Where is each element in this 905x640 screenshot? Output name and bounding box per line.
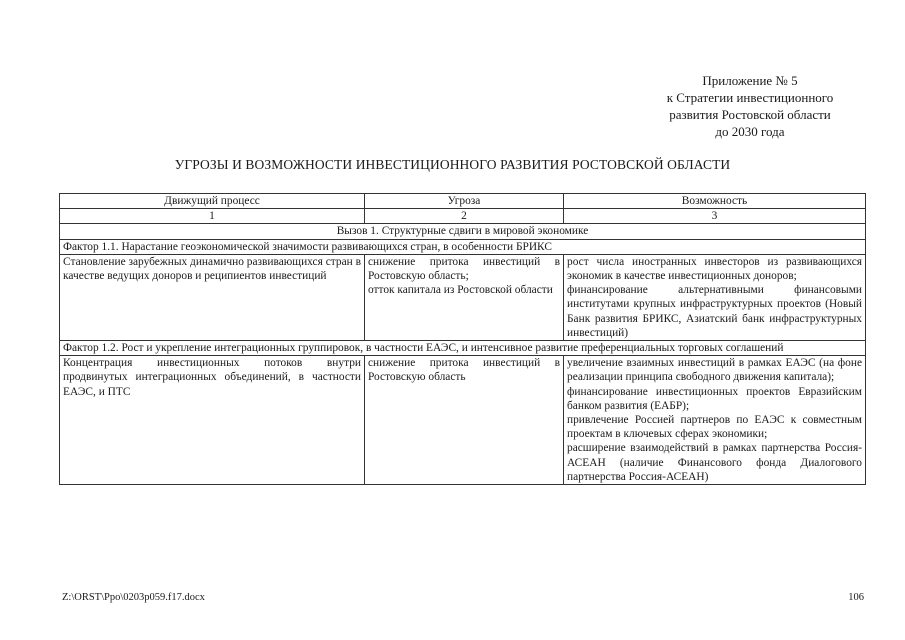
opportunity-item: увеличение взаимных инвестиций в рамках ЕАЭС (на фоне реализации принципа свободного движения капитала); — [567, 357, 862, 384]
table-row — [60, 254, 866, 340]
opportunity-item: привлечение Россией партнеров по ЕАЭС к совместным проектам в ключевых сферах экономики; — [567, 414, 862, 441]
threat-item: снижение притока инвестиций в Ростовскую область — [368, 357, 560, 384]
column-number-2: 2 — [365, 209, 564, 224]
header-threat: Угроза — [365, 194, 564, 209]
opportunity-item: рост числа иностранных инвесторов из развивающихся экономик в качестве инвестиционных доноров; — [567, 255, 862, 283]
threat-item: снижение притока инвестиций в Ростовскую область; — [368, 255, 560, 283]
page-number: 106 — [848, 592, 864, 603]
threat-cell — [365, 356, 564, 485]
factor-row — [60, 341, 866, 356]
column-number-1: 1 — [60, 209, 365, 224]
opportunity-cell — [564, 254, 866, 340]
appendix-number: Приложение № 5 — [702, 73, 798, 88]
challenge-row — [60, 224, 866, 239]
opportunity-item: финансирование альтернативными финансовыми институтами крупных инфраструктурных проектов (Новый Банк развития БРИКС, Азиатский банк инфраструктурных инвестиций) — [567, 284, 862, 339]
factor-1-1-heading: Фактор 1.1. Нарастание геоэкономической значимости развивающихся стран, в особенности БРИКС — [60, 239, 866, 254]
table-column-numbers-row — [60, 209, 866, 224]
appendix-year-line: до 2030 года — [715, 124, 785, 139]
opportunity-item: финансирование инвестиционных проектов Евразийским банком развития (ЕАБР); — [567, 385, 862, 412]
table-header-row — [60, 194, 866, 209]
opportunity-item: расширение взаимодействий в рамках партнерства Россия-АСЕАН (наличие Финансового фонда Диалогового партнерства Россия-АСЕАН) — [567, 442, 862, 483]
threats-opportunities-table — [59, 193, 866, 485]
challenge-1-heading: Вызов 1. Структурные сдвиги в мировой экономике — [60, 224, 866, 239]
appendix-region-line: развития Ростовской области — [669, 107, 831, 122]
opportunity-cell — [564, 356, 866, 485]
footer-file-path: Z:\ORST\Ppo\0203p059.f17.docx — [62, 592, 205, 603]
table-row — [60, 356, 866, 485]
column-number-3: 3 — [564, 209, 866, 224]
process-cell: Концентрация инвестиционных потоков внутри продвинутых интеграционных объединений, в частности ЕАЭС, и ПТС — [60, 356, 365, 485]
factor-1-2-heading: Фактор 1.2. Рост и укрепление интеграционных группировок, в частности ЕАЭС, и интенсивное развитие преференциальных торговых соглашений — [60, 341, 866, 356]
factor-row — [60, 239, 866, 254]
threat-item: отток капитала из Ростовской области — [368, 284, 553, 297]
appendix-strategy-line: к Стратегии инвестиционного — [666, 90, 834, 105]
process-cell: Становление зарубежных динамично развивающихся стран в качестве ведущих доноров и реципиентов инвестиций — [60, 254, 365, 340]
document-title: УГРОЗЫ И ВОЗМОЖНОСТИ ИНВЕСТИЦИОННОГО РАЗВИТИЯ РОСТОВСКОЙ ОБЛАСТИ — [174, 157, 731, 172]
appendix-header — [600, 72, 900, 140]
header-process: Движущий процесс — [60, 194, 365, 209]
threat-cell — [365, 254, 564, 340]
header-opportunity: Возможность — [564, 194, 866, 209]
